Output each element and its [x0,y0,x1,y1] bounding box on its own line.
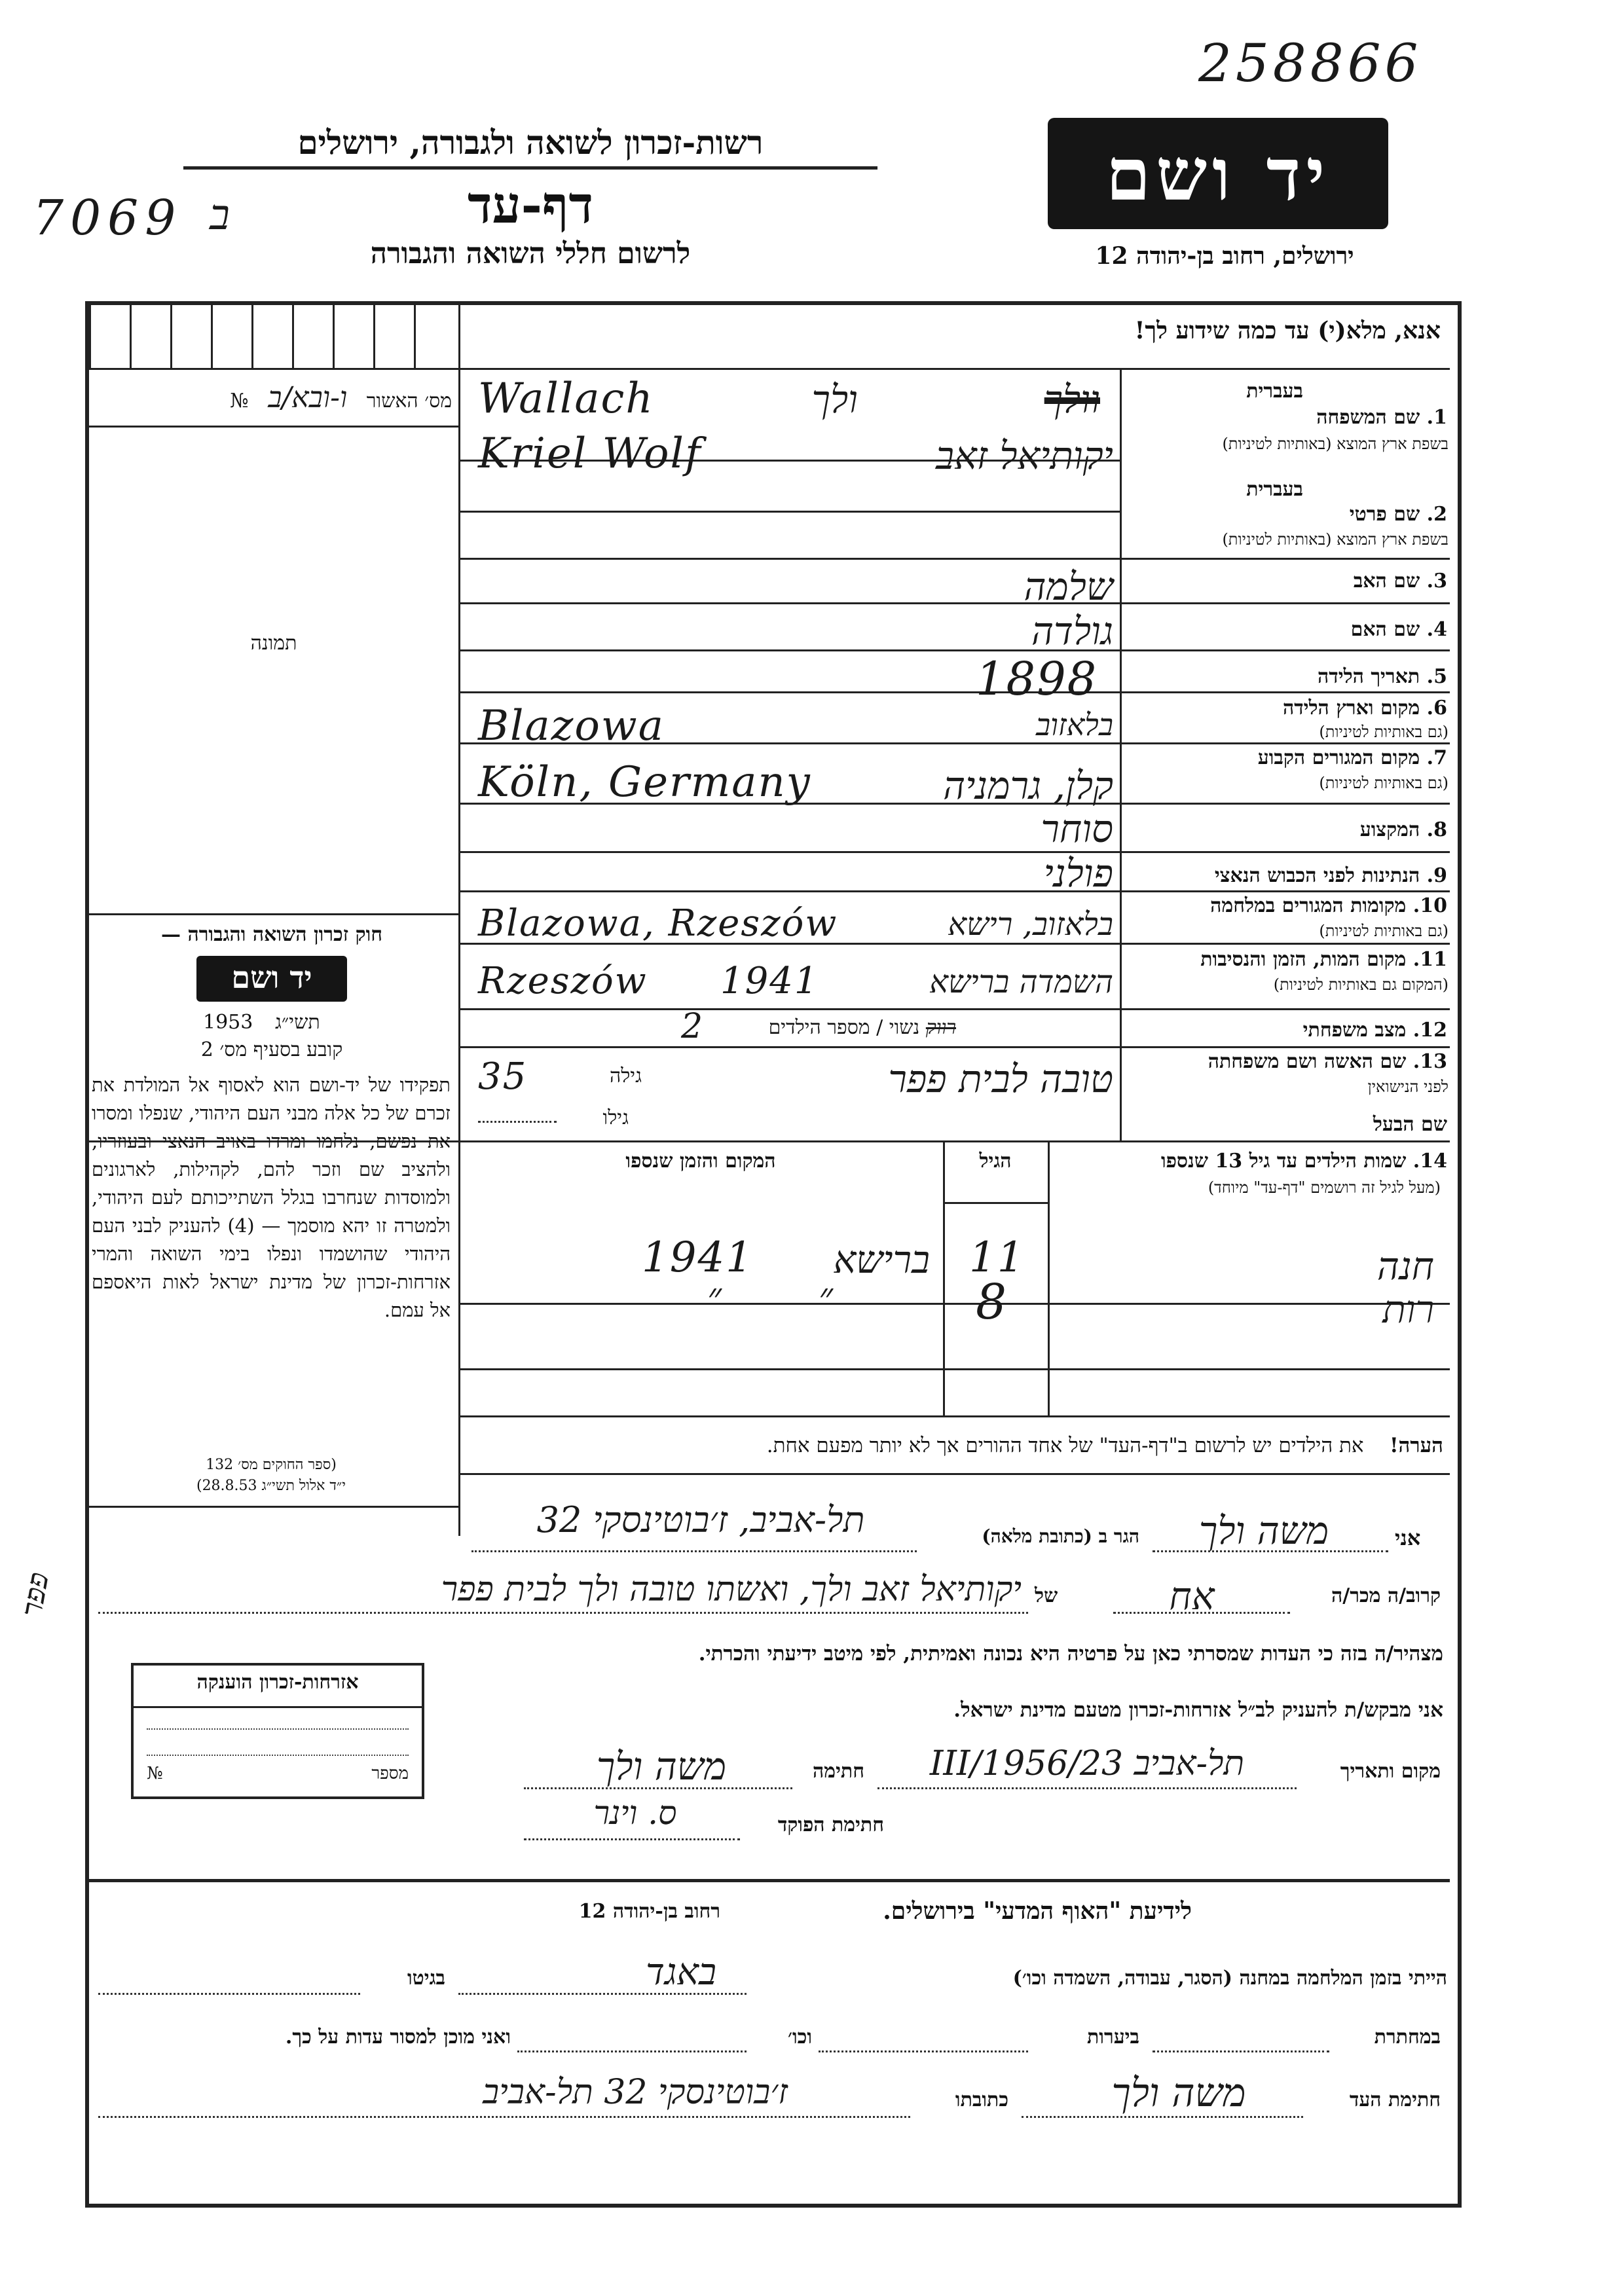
citizenship: פולני [1043,851,1113,896]
label-sep-8 [1120,851,1450,853]
clerk-line [524,1838,740,1840]
approval-label: מס׳ האשור [366,390,452,412]
death-place-latin: Rzeszów [478,960,648,1002]
children-count: 2 [681,1007,703,1046]
war-places-hebrew: בלאזוב, רישא [948,906,1113,943]
yad-vashem-logo [1048,118,1388,229]
lower-line1-dots [458,1993,747,1995]
approval-line [89,426,458,428]
child-1-place: ברישא [833,1237,930,1282]
header-row-line [89,368,1450,370]
witness-address: ז׳בוטינסקי 32 תל-אביב [483,2073,788,2112]
children-age-sep-2 [943,1368,1048,1370]
photo-bottom-line [89,913,458,915]
war-places-latin: Blazowa, Rzeszów [478,902,838,945]
witness-signature: משה ולך [1111,2070,1246,2116]
field-7-sub: (גם באותיות לטיניות) [1319,774,1449,792]
birth-date: 1898 [976,652,1098,706]
declaration-ani: אני [1395,1525,1421,1550]
birth-place-latin: Blazowa [478,702,665,750]
place-date-line [877,1787,1297,1789]
law-year: 1953 [203,1011,253,1034]
signature-line [524,1787,792,1789]
marital-struck: רווק [925,1016,956,1039]
field-4-label: 4. שם האם [1350,618,1447,641]
note-text: את הילדים יש לרשום ב"דף-העד" של אחד ההורים אך לא יותר מפעם אחת. [766,1434,1364,1457]
field-10-sub: (גם באותיות לטיניות) [1319,922,1449,940]
wife-age: 35 [478,1055,528,1098]
label-sep-11 [1120,1008,1450,1010]
children-place-sep-2 [458,1368,943,1370]
citizenship-number-label: מספר [371,1764,409,1783]
archive-number: 258866 [1198,33,1422,94]
surname-struck: וולך [1044,377,1100,422]
photo-label: תמונה [250,632,297,655]
label-column-divider [1120,368,1122,1140]
value-line-12 [458,1046,1120,1048]
lower-forests-dots [819,2050,1028,2052]
lower-address: רחוב בן-יהודה 12 [578,1900,720,1923]
address-line [471,1550,917,1552]
child-2-age: 8 [976,1274,1008,1330]
declaration-statement: מצהיר/ה בזה כי העדות שמסרתי כאן על פרטיה היא נכונה ואמיתית, לפי מיטב ידיעתי והכרתי. [698,1642,1443,1666]
authority-title: רשות-זכרון לשואה ולגבורה, ירושלים [297,123,764,162]
field-12-label: 12. מצב משפחתי [1302,1019,1447,1042]
of-value: יקותיאל זאב ולך, ואשתו טובה ולך לבית פפר [441,1570,1022,1609]
witness-address-label: כתובתו [955,2088,1008,2111]
law-logo [196,956,347,1002]
law-clause: קובע בסעיף מס׳ 2 [200,1038,343,1061]
married-label: רווק נשוי / מספר הילדים [768,1016,956,1039]
lower-line1-value: באגד [646,1951,716,1994]
label-sep-9 [1120,890,1450,892]
field-9-label: 9. הנתינות לפני הכבוש הנאצי [1214,864,1447,887]
witness-address-dots [98,2116,910,2118]
husband-label: שם הבעל [1373,1113,1447,1136]
law-body: תפקידו של יד-ושם הוא לאסוף אל המולדת את זכרם של כל אלה מבני העם היהודי, שנפלו ומסרו את נפשם, נלחמו ומרדו באויב הנאצי ובעוזריו, ולהציב שם וזכר להם, לקהילות, לארגונים ולמוסדות שנחרבו בגלל השתייכותם לעם היהודי, ולמטרה זו יהא מוסמך — (4) להעניק לבני העם היהודי שהושמדו ונפלו בימי השואה והמרי אזרחות-זכרון של מדינת ישראל לאות היאספם אל עמם. [92,1074,451,1321]
citizenship-title: אזרחות-זכרון הוענקה [196,1671,359,1694]
relation-value: אח [1169,1574,1215,1618]
approval-no-sign: № [230,390,249,412]
lower-section-line [89,1879,1450,1882]
lower-ready: ואני מוכן למסור עדות על כך. [285,2026,511,2049]
husband-age-label: גילו [602,1106,629,1129]
law-logo-text: יד ושם [231,960,312,995]
citizenship-box [131,1663,424,1799]
residence-latin: Köln, Germany [478,758,811,807]
declaration-witness-name: משה ולך [1198,1508,1329,1553]
hebrew-label-1: בעברית [1246,380,1303,403]
lower-title: לידיעת "האוף המדעי" בירושלים. [883,1897,1192,1925]
field-2-sub: בשפת ארץ המוצא (באותיות לטיניות) [1222,530,1449,549]
law-ref-1: (ספר החוקים מס׳ 132 [206,1457,337,1473]
children-row-sep-2 [1048,1368,1450,1370]
children-age-header: הגיל [979,1150,1012,1173]
law-ref-2: י״ד אלול תשי״ג 28.8.53) [196,1478,346,1494]
lower-underground-dots [1153,2050,1329,2052]
margin-stamp: ב [210,191,230,240]
field-1-sub: בשפת ארץ המוצא (באותיות לטיניות) [1222,435,1449,453]
lower-line1: הייתי בזמן המלחמה במחנה (הסגר, עבודה, השמדה וכו׳) [1012,1967,1447,1990]
field-13-label: 13. שם האשה ושם משפחתה [1208,1050,1447,1073]
label-sep-2 [1120,558,1450,560]
lower-ghetto: בגיטו [407,1967,445,1990]
law-title: חוק זכרון השואה והגבורה — [161,923,382,946]
of-label: של [1035,1584,1058,1607]
husband-age-line [478,1121,557,1123]
lower-underground: במחתרת [1374,2026,1441,2049]
child-1-age: 11 [969,1233,1025,1282]
declaration-address: תל-אביב, ז׳בוטינסקי 32 [536,1499,865,1540]
wife-age-label: גילה [609,1065,642,1087]
hebrew-label-2: בעברית [1246,478,1303,501]
note-bottom-line [458,1473,1450,1475]
place-date-value: תל-אביב 23/III/1956 [929,1744,1245,1783]
mother-name: גולדה [1031,609,1113,653]
lower-etc-dots [517,2050,747,2052]
label-sep-6 [1120,742,1450,744]
children-sub: (מעל לגיל זה רושמים "דף-עד" מיוחד) [1208,1178,1441,1197]
value-line-11 [458,1008,1120,1010]
field-2-label: 2. שם פרטי [1349,503,1447,526]
label-sep-12 [1120,1046,1450,1048]
note-top-line [458,1415,1450,1417]
lower-ghetto-dots [98,1993,360,1995]
death-circumstance: השמדה ברישא [929,964,1113,1000]
children-col-1 [1048,1140,1050,1415]
surname-latin: Wallach [478,374,654,423]
field-1-label: 1. שם המשפחה [1316,406,1447,429]
intro-text: אנא, מלא(י) עד כמה שידוע לך! [1134,317,1441,344]
value-line-2 [458,558,1120,560]
value-line-1b [458,511,1120,513]
logo-text: יד ושם [1105,132,1331,217]
signature-label: חתימה [813,1760,864,1783]
given-hebrew: יקותיאל זאב [936,433,1113,478]
field-5-label: 5. תאריך הלידה [1318,665,1447,688]
place-date-label: מקום ותאריך [1340,1760,1441,1783]
label-sep-5 [1120,691,1450,693]
profession: סוחר [1041,807,1113,851]
field-10-label: 10. מקומות המגורים במלחמה [1210,894,1447,917]
witness-sig-label: חתימת העד [1349,2088,1441,2111]
left-column-divider [458,305,460,1536]
authority-underline [183,166,877,170]
field-3-label: 3. שם האב [1353,570,1447,592]
header-address: ירושלים, רחוב בן-יהודה 12 [1095,242,1354,270]
child-2-year-ditto: ״ [707,1274,722,1319]
signature-value: משה ולך [596,1744,727,1789]
margin-note: פפר [14,1569,56,1620]
law-box-bottom [89,1506,458,1508]
clerk-label: חתימת הפוקד [777,1813,884,1836]
child-1-year: 1941 [642,1233,754,1282]
children-col-2 [943,1140,945,1415]
lower-etc: וכו׳ [788,2026,812,2049]
label-sep-10 [1120,943,1450,945]
witness-name-line [1153,1550,1388,1552]
field-13-sub: לפני הנישואין [1367,1078,1449,1096]
of-line [98,1612,1028,1614]
field-8-label: 8. המקצוע [1359,818,1447,841]
approval-row [98,381,452,414]
residence-hebrew: קלן, גרמניה [943,763,1113,808]
given-latin: Kriel Wolf [478,429,702,478]
margin-number: 7069 [33,190,183,246]
child-1-name: חנה [1376,1244,1434,1288]
child-2-place-ditto: ״ [819,1274,834,1319]
father-name: שלמה [1024,564,1113,609]
label-sep-7 [1120,803,1450,805]
approval-value: ו-ובא/ב [268,381,348,414]
child-2-name: רות [1382,1287,1434,1332]
form-title: דף-עד [468,175,593,235]
resides-label: הגר ב (כתובת מלאה) [982,1525,1139,1547]
note-row [465,1434,1443,1457]
note-label: הערה! [1389,1434,1443,1457]
lower-forests: ביערות [1086,2026,1139,2049]
children-age-sep [943,1202,1048,1204]
law-year-heb: תשי״ג [275,1011,320,1034]
birth-place-hebrew: בלאזוב [1035,707,1113,742]
field-6-label: 6. מקום וארץ הלידה [1282,697,1447,720]
field-6-sub: (גם באותיות לטיניות) [1319,723,1449,741]
children-place-header: המקום והזמן שנספו [625,1150,776,1173]
witness-sig-dots [1022,2116,1303,2118]
code-cells [89,305,458,368]
relation-line [1113,1612,1290,1614]
clerk-signature: ס. וינר [593,1794,677,1832]
surname-hebrew: ולך [811,377,858,422]
label-sep-4 [1120,649,1450,651]
label-sep-3 [1120,602,1450,604]
children-place-sep-1 [458,1303,943,1305]
field-7-label: 7. מקום המגורים הקבוע [1257,746,1447,769]
children-title: 14. שמות הילדים עד גיל 13 שנספו [1160,1150,1447,1173]
death-year: 1941 [720,960,819,1002]
field-11-label: 11. מקום המות, הזמן והנסיבות [1200,948,1447,971]
form-subtitle: לרשום חללי השואה והגבורה [370,237,691,270]
citizenship-no-sign: № [147,1764,163,1783]
declaration-request: אני מבקש/ת להעניק לב״ל אזרחות-זכרון מטעם מדינת ישראל. [953,1698,1443,1722]
relative-label: קרוב/ה מכר/ה [1331,1584,1441,1607]
wife-name: טובה לבית פפר [888,1057,1113,1101]
field-11-sub: (המקום גם באותיות לטיניות) [1273,975,1449,994]
